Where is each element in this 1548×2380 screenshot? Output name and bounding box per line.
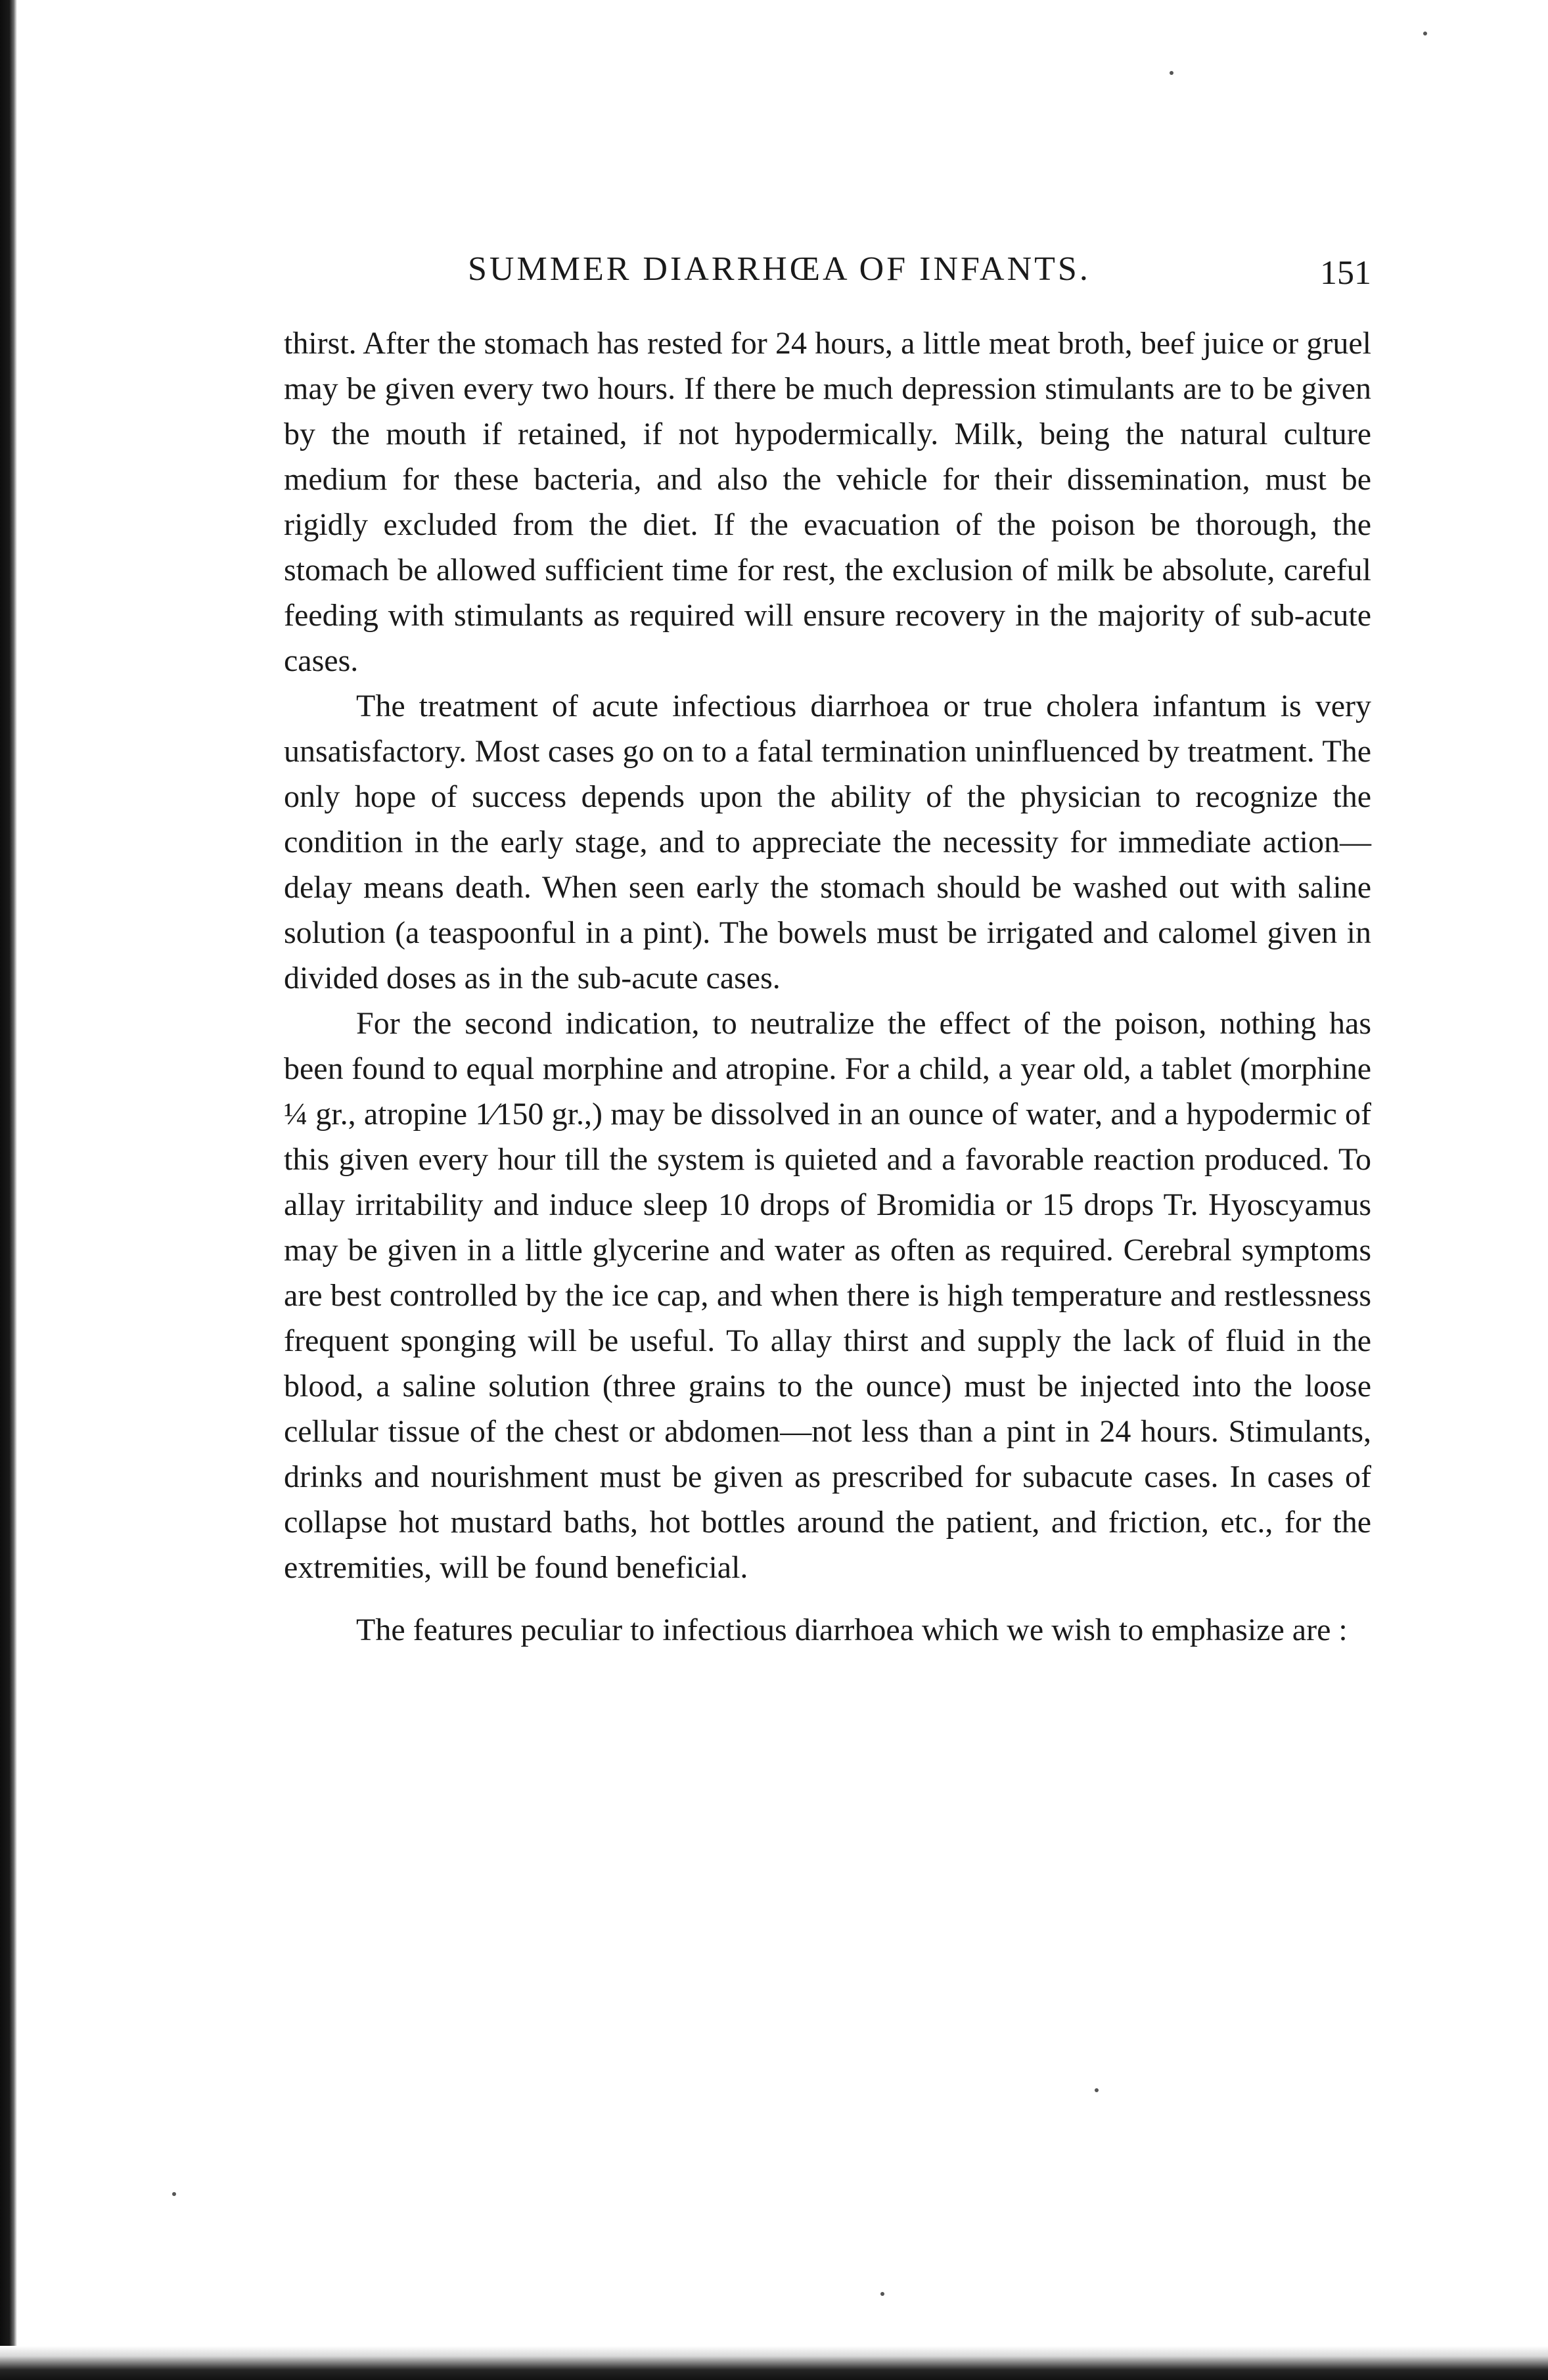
scan-speck [172, 2192, 176, 2196]
paragraph-acute-treatment: The treatment of acute infectious diarrhoea or true cholera infantum is very unsatisfactory. Most cases go on to a fatal termination uninfluenced by treatment. The only hope of success depends upon the ability of the physician to recognize the condition in the early stage, and to appreciate the necessity for immediate action—delay means death. When seen early the stomach should be washed out with saline solution (a teaspoonful in a pint). The bowels must be irrigated and calomel given in divided doses as in the sub-acute cases. [284, 689, 1371, 995]
scan-speck [1170, 71, 1173, 75]
running-title: SUMMER DIARRHŒA OF INFANTS. [468, 250, 1091, 288]
book-page [284, 250, 1371, 1653]
scan-speck [880, 2292, 884, 2296]
paragraph-thirst: thirst. After the stomach has rested for 24 hours, a little meat broth, beef juice or gruel may be given every two hours. If there be much depression stimulants are to be given by the mouth if retained, if not hypodermically. Milk, being the natural culture medium for these bacteria, and also the vehicle for their dissemination, must be rigidly excluded from the diet. If the evacuation of the poison be thorough, the stomach be allowed sufficient time for rest, the exclusion of milk be absolute, careful feeding with stimulants as required will ensure recovery in the majority of sub-acute cases. [284, 326, 1371, 678]
paragraph-second-indication: For the second indication, to neutralize the effect of the poison, nothing has been found to equal morphine and atropine. For a child, a year old, a tablet (morphine ¼ gr., atropine 1⁄150 gr.,) may be dissolved in an ounce of water, and a hypodermic of this given every hour till the system is quieted and a favorable reaction produced. To allay irritability and induce sleep 10 drops of Bromidia or 15 drops Tr. Hyoscyamus may be given in a little glycerine and water as often as required. Cerebral symptoms are best controlled by the ice cap, and when there is high temperature and restlessness frequent sponging will be useful. To allay thirst and supply the lack of fluid in the blood, a saline solution (three grains to the ounce) must be injected into the loose cellular tissue of the chest or abdomen—not less than a pint in 24 hours. Stimulants, drinks and nourishment must be given as prescribed for subacute cases. In cases of collapse hot mustard baths, hot bottles around the patient, and friction, etc., for the extremities, will be found beneficial. [284, 1006, 1371, 1585]
scan-speck [1095, 2088, 1099, 2092]
page-number: 151 [1320, 254, 1371, 292]
scan-speck [1423, 32, 1427, 35]
scan-bottom-edge [0, 2346, 1548, 2380]
scan-binding-edge [0, 0, 17, 2380]
body-text [284, 321, 1371, 1653]
paragraph-features: The features peculiar to infectious diarrhoea which we wish to emphasize are : [356, 1613, 1348, 1647]
running-head [284, 250, 1371, 302]
